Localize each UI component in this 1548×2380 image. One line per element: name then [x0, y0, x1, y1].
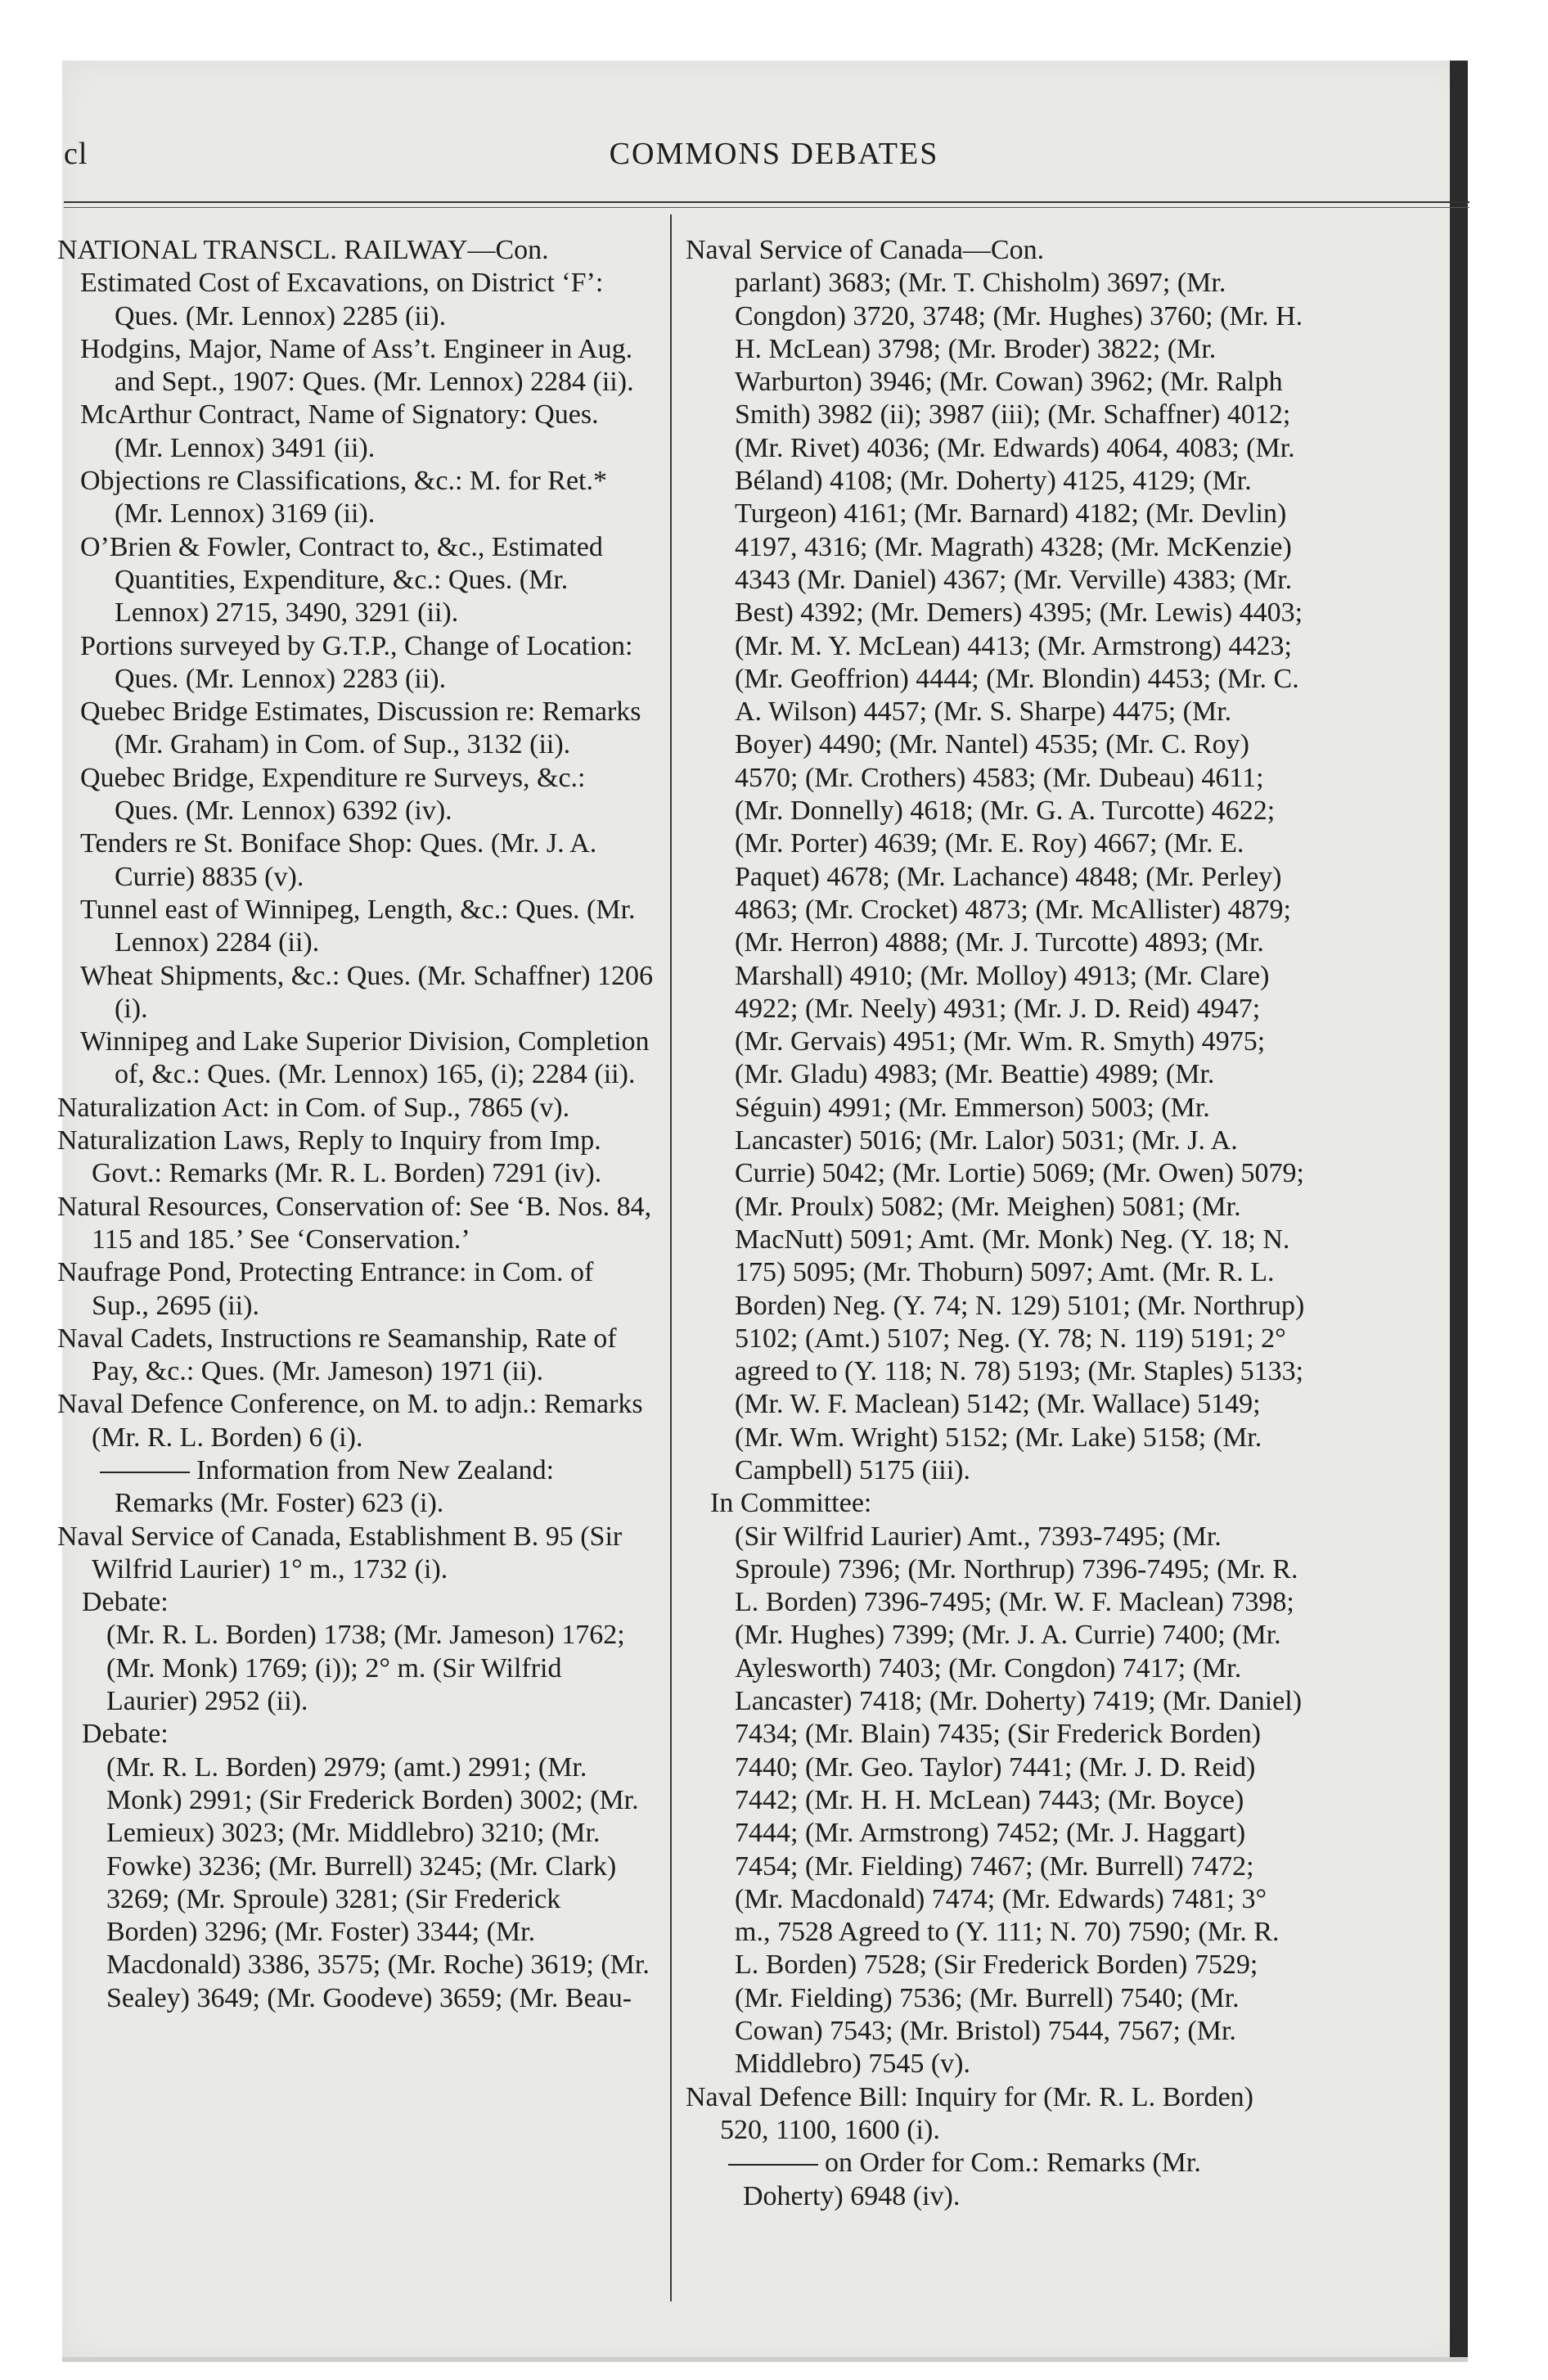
page-number: cl: [64, 137, 88, 171]
sub-entry: Portions surveyed by G.T.P., Change of Location: Ques. (Mr. Lennox) 2283 (ii).: [80, 630, 633, 694]
dash-entry-text: Information from New Zealand: Remarks (Mr. Foster) 623 (i).: [115, 1454, 555, 1519]
sub-entry: Hodgins, Major, Name of Ass’t. Engineer in Aug. and Sept., 1907: Ques. (Mr. Lennox) 2284 (ii).: [80, 333, 634, 398]
debate-label: Debate:: [82, 1587, 169, 1618]
right-column: [686, 234, 1307, 2213]
ditto-dash: [728, 2164, 818, 2166]
sub-entry: Quebec Bridge, Expenditure re Surveys, &c.: Ques. (Mr. Lennox) 6392 (iv).: [80, 762, 586, 827]
scan-edge-shadow: [1450, 61, 1468, 2362]
page-header: [0, 136, 1548, 185]
header-rule-thick: [64, 201, 1469, 203]
sub-entry: O’Brien & Fowler, Contract to, &c., Estimated Quantities, Expenditure, &c.: Ques. (Mr. Lennox) 2715, 3490, 3291 (ii).: [80, 531, 603, 629]
sub-entry: McArthur Contract, Name of Signatory: Ques. (Mr. Lennox) 3491 (ii).: [80, 399, 599, 463]
sub-entry: Tenders re St. Boniface Shop: Ques. (Mr. J. A. Currie) 8835 (v).: [80, 828, 597, 892]
ditto-dash: [100, 1472, 190, 1473]
sub-entry: Quebec Bridge Estimates, Discussion re: Remarks (Mr. Graham) in Com. of Sup., 3132 (ii).: [80, 696, 641, 760]
sub-entry: Objections re Classifications, &c.: M. for Ret.* (Mr. Lennox) 3169 (ii).: [80, 466, 607, 530]
debate-text: (Mr. R. L. Borden) 1738; (Mr. Jameson) 1762; (Mr. Monk) 1769; (i)); 2° m. (Sir Wilfrid Laurier) 2952 (ii).: [106, 1620, 625, 1717]
header-rule-thin: [64, 207, 1469, 208]
sub-entry: Tunnel east of Winnipeg, Length, &c.: Ques. (Mr. Lennox) 2284 (ii).: [80, 894, 636, 958]
dash-entry-text: on Order for Com.: Remarks (Mr. Doherty) 6948 (iv).: [743, 2148, 1201, 2211]
dash-entry: [57, 1454, 653, 1521]
sub-entry: Wheat Shipments, &c.: Ques. (Mr. Schaffner) 1206 (i).: [80, 960, 654, 1024]
index-entry: Naval Service of Canada, Establishment B. 95 (Sir Wilfrid Laurier) 1° m., 1732 (i).: [57, 1521, 623, 1584]
index-entry: Naturalization Act: in Com. of Sup., 7865 (v).: [57, 1092, 570, 1123]
debate-label: Debate:: [82, 1719, 169, 1750]
index-heading: Naval Service of Canada—Con.: [686, 235, 1045, 265]
index-entry: Naval Defence Bill: Inquiry for (Mr. R. L. Borden) 520, 1100, 1600 (i).: [686, 2081, 1253, 2145]
sub-entry: Estimated Cost of Excavations, on District ‘F’: Ques. (Mr. Lennox) 2285 (ii).: [80, 268, 604, 331]
index-entry: Natural Resources, Conservation of: See ‘B. Nos. 84, 115 and 185.’ See ‘Conservation.’: [57, 1191, 652, 1255]
sub-entry: Winnipeg and Lake Superior Division, Completion of, &c.: Ques. (Mr. Lennox) 165, (i); 2284 (ii).: [80, 1026, 650, 1090]
debate-text: (Mr. R. L. Borden) 2979; (amt.) 2991; (Mr. Monk) 2991; (Sir Frederick Borden) 3002; (Mr. Lemieux) 3023; (Mr. Middlebro) 3210; (Mr. Fowke) 3236; (Mr. Burrell) 3245; (Mr. Clark) 3269; (Mr. Sproule) 3281; (Sir Frederick Borden) 3296; (Mr. Foster) 3344; (Mr. Macdonald) 3386, 3575; (Mr. Roche) 3619; (Mr. Sealey) 3649; (Mr. Goodeve) 3659; (Mr. Beau-: [106, 1751, 650, 2013]
continuation-text: parlant) 3683; (Mr. T. Chisholm) 3697; (Mr. Congdon) 3720, 3748; (Mr. Hughes) 3760; (Mr. H. H. McLean) 3798; (Mr. Broder) 3822; (Mr. Warburton) 3946; (Mr. Cowan) 3962; (Mr. Ralph Smith) 3982 (ii); 3987 (iii); (Mr. Schaffner) 4012; (Mr. Rivet) 4036; (Mr. Edwards) 4064, 4083; (Mr. Béland) 4108; (Mr. Doherty) 4125, 4129; (Mr. Turgeon) 4161; (Mr. Barnard) 4182; (Mr. Devlin) 4197, 4316; (Mr. Magrath) 4328; (Mr. McKenzie) 4343 (Mr. Daniel) 4367; (Mr. Verville) 4383; (Mr. Best) 4392; (Mr. Demers) 4395; (Mr. Lewis) 4403; (Mr. M. Y. McLean) 4413; (Mr. Armstrong) 4423; (Mr. Geoffrion) 4444; (Mr. Blondin) 4453; (Mr. C. A. Wilson) 4457; (Mr. S. Sharpe) 4475; (Mr. Boyer) 4490; (Mr. Nantel) 4535; (Mr. C. Roy) 4570; (Mr. Crothers) 4583; (Mr. Dubeau) 4611; (Mr. Donnelly) 4618; (Mr. G. A. Turcotte) 4622; (Mr. Porter) 4639; (Mr. E. Roy) 4667; (Mr. E. Paquet) 4678; (Mr. Lachance) 4848; (Mr. Perley) 4863; (Mr. Crocket) 4873; (Mr. McAllister) 4879; (Mr. Herron) 4888; (Mr. J. Turcotte) 4893; (Mr. Marshall) 4910; (Mr. Molloy) 4913; (Mr. Clare) 4922; (Mr. Neely) 4931; (Mr. J. D. Reid) 4947; (Mr. Gervais) 4951; (Mr. Wm. R. Smyth) 4975; (Mr. Gladu) 4983; (Mr. Beattie) 4989; (Mr. Séguin) 4991; (Mr. Emmerson) 5003; (Mr. Lancaster) 5016; (Mr. Lalor) 5031; (Mr. J. A. Currie) 5042; (Mr. Lortie) 5069; (Mr. Owen) 5079; (Mr. Proulx) 5082; (Mr. Meighen) 5081; (Mr. MacNutt) 5091; Amt. (Mr. Monk) Neg. (Y. 18; N. 175) 5095; (Mr. Thoburn) 5097; Amt. (Mr. R. L. Borden) Neg. (Y. 74; N. 129) 5101; (Mr. Northrup) 5102; (Amt.) 5107; Neg. (Y. 78; N. 119) 5191; 2° agreed to (Y. 118; N. 78) 5193; (Mr. Staples) 5133; (Mr. W. F. Maclean) 5142; (Mr. Wallace) 5149; (Mr. Wm. Wright) 5152; (Mr. Lake) 5158; (Mr. Campbell) 5175 (iii).: [735, 268, 1305, 1485]
column-divider: [670, 214, 672, 2301]
running-title: COMMONS DEBATES: [609, 137, 939, 171]
index-entry: Naval Defence Conference, on M. to adjn.: Remarks (Mr. R. L. Borden) 6 (i).: [57, 1389, 643, 1453]
index-entry: Naufrage Pond, Protecting Entrance: in Com. of Sup., 2695 (ii).: [57, 1257, 594, 1321]
index-heading: NATIONAL TRANSCL. RAILWAY—Con.: [57, 235, 549, 265]
committee-label: In Committee:: [710, 1488, 872, 1519]
left-column: [57, 234, 653, 2015]
index-entry: Naturalization Laws, Reply to Inquiry from Imp. Govt.: Remarks (Mr. R. L. Borden) 7291 (iv).: [57, 1125, 602, 1189]
dash-entry: [686, 2147, 1307, 2213]
index-entry: Naval Cadets, Instructions re Seamanship, Rate of Pay, &c.: Ques. (Mr. Jameson) 1971 (ii).: [57, 1323, 617, 1387]
committee-text: (Sir Wilfrid Laurier) Amt., 7393-7495; (Mr. Sproule) 7396; (Mr. Northrup) 7396-7495; (Mr. R. L. Borden) 7396-7495; (Mr. W. F. Maclean) 7398; (Mr. Hughes) 7399; (Mr. J. A. Currie) 7400; (Mr. Aylesworth) 7403; (Mr. Congdon) 7417; (Mr. Lancaster) 7418; (Mr. Doherty) 7419; (Mr. Daniel) 7434; (Mr. Blain) 7435; (Sir Frederick Borden) 7440; (Mr. Geo. Taylor) 7441; (Mr. J. D. Reid) 7442; (Mr. H. H. McLean) 7443; (Mr. Boyce) 7444; (Mr. Armstrong) 7452; (Mr. J. Haggart) 7454; (Mr. Fielding) 7467; (Mr. Burrell) 7472; (Mr. Macdonald) 7474; (Mr. Edwards) 7481; 3° m., 7528 Agreed to (Y. 111; N. 70) 7590; (Mr. R. L. Borden) 7528; (Sir Frederick Borden) 7529; (Mr. Fielding) 7536; (Mr. Burrell) 7540; (Mr. Cowan) 7543; (Mr. Bristol) 7544, 7567; (Mr. Middlebro) 7545 (v).: [735, 1521, 1303, 2080]
scan-bottom-edge: [62, 2357, 1468, 2362]
